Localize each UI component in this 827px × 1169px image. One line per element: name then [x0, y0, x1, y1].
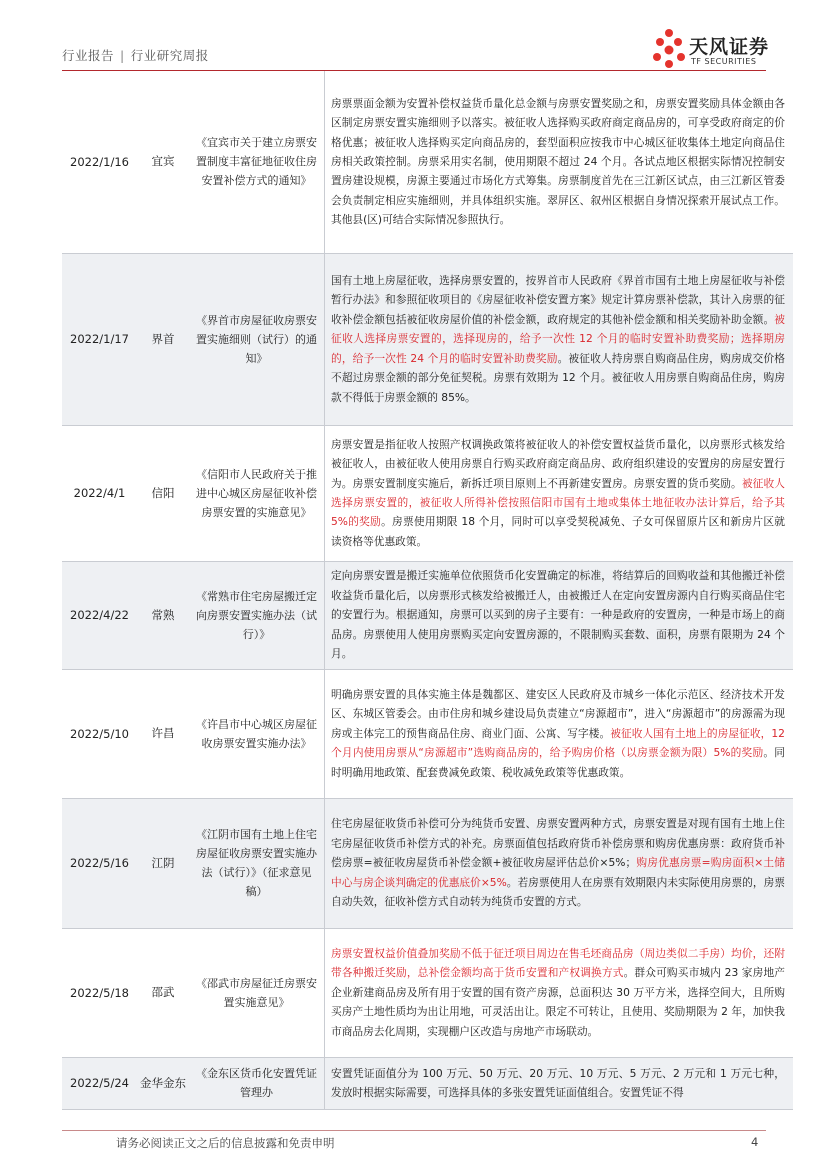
row-content	[325, 425, 794, 561]
content-highlight: 被征收人国有土地上的房屋征收，12 个月内使用房票从“房源超市”选购商品房的，给予购房价格（以房票金额为限）5%的奖励	[331, 726, 785, 760]
row-content	[325, 928, 794, 1057]
table-row	[62, 1057, 793, 1109]
logo-chinese: 天风证券	[689, 36, 770, 58]
content-text: 房票安置是指征收人按照产权调换政策将被征收人的补偿安置权益货币量化，以房票形式核发给被征收人，由被征收人使用房票自行购买政府商定商品房、政府组织建设的安置房的房屋安置行为。房票安置制度实施后，新拆迁项目原则上不再新建安置房。房票安置的货币奖励。	[331, 437, 785, 490]
logo-english: TF SECURITIES	[691, 57, 757, 66]
content-text: 。被征收人持房票自购商品住房，购房成交价格不超过房票金额的部分免征契税。房票有效期为 12 个月。被征收人用房票自购商品住房，购房款不得低于房票金额的 85%。	[331, 351, 785, 404]
row-date: 2022/5/16	[62, 798, 137, 928]
row-policy: 《邵武市房屋征迁房票安置实施意见》	[189, 928, 325, 1057]
content-text: 住宅房屋征收货币补偿可分为纯货币安置、房票安置两种方式，房票安置是对现有国有土地上住宅房屋征收货币补偿方式的补充。房票面值包括政府货币补偿房票和购房优惠房票：政府货币补偿房票=被征收房屋货币补偿金额+被征收房屋评估总价×5%；	[331, 817, 785, 870]
row-content	[325, 669, 794, 798]
row-city: 许昌	[137, 669, 189, 798]
row-policy: 《金东区货币化安置凭证管理办	[189, 1057, 325, 1109]
row-date: 2022/4/1	[62, 425, 137, 561]
report-subtype: 行业研究周报	[130, 48, 209, 63]
page-number: 4	[751, 1135, 759, 1149]
content-highlight: 被征收人选择房票安置的，被征收人所得补偿按照信阳市国有土地或集体土地征收办法计算后，给予其 5%的奖励	[331, 476, 785, 529]
content-highlight: 购房优惠房票=购房面积×土储中心与房企谈判确定的优惠底价×5%	[331, 856, 785, 889]
content-text: 明确房票安置的具体实施主体是魏都区、建安区人民政府及市城乡一体化示范区、经济技术开发区、东城区管委会。由市住房和城乡建设局负责建立“房源超市”，进入“房源超市”的房源需为现房或主体完工的预售商品住房、商业门面、公寓、写字楼。	[331, 687, 785, 740]
row-policy: 《信阳市人民政府关于推进中心城区房屋征收补偿房票安置的实施意见》	[189, 425, 325, 561]
row-content	[325, 561, 794, 669]
content-text: 。同时明确用地政策、配套费减免政策、税收减免政策等优惠政策。	[331, 746, 785, 779]
row-content	[325, 253, 794, 425]
content-highlight: 被征收人选择房票安置的，选择现房的，给予一次性 12 个月的临时安置补助费奖励；选择期房的，给予一次性 24 个月的临时安置补助费奖励	[331, 312, 785, 365]
report-header: 行业报告 | 行业研究周报	[62, 48, 209, 63]
table-row	[62, 669, 793, 798]
policy-table	[62, 71, 793, 1110]
content-text: 定向房票安置是搬迁实施单位依照货币化安置确定的标准，将结算后的回购收益和其他搬迁补偿收益货币量化后，以房票形式核发给被搬迁人，由被搬迁人在定向安置房源内自行购买商品住宅的安置行为。根据通知，房票可以买到的房子主要有：一种是政府的安置房，一种是市场上的商品房。房票使用人使用房票购买定向安置房源的，不限制购买套数、面积，房票有限期为 24 个月。	[331, 569, 785, 661]
row-content	[325, 798, 794, 928]
row-policy: 《界首市房屋征收房票安置实施细则（试行）的通知》	[189, 253, 325, 425]
row-city: 江阴	[137, 798, 189, 928]
tf-logo-icon	[651, 28, 687, 72]
row-city: 金华金东	[137, 1057, 189, 1109]
row-city: 宜宾	[137, 71, 189, 253]
row-date: 2022/1/17	[62, 253, 137, 425]
table-row	[62, 425, 793, 561]
table-row	[62, 561, 793, 669]
table-row	[62, 71, 793, 253]
content-text: 安置凭证面值分为 100 万元、50 万元、20 万元、10 万元、5 万元、2 万元和 1 万元七种，发放时根据实际需要，可选择具体的多张安置凭证面值组合。安置凭证不得	[331, 1066, 785, 1099]
row-date: 2022/4/22	[62, 561, 137, 669]
row-content	[325, 71, 794, 253]
content-text: 。群众可购买市城内 23 家房地产企业新建商品房及所有用于安置的国有资产房源，总面积达 30 万平方米，选择空间大，且所购买房产土地性质均为出让用地，可灵活出让。限定不可转让，且使用、奖励期限为 2 年，加快我市商品房去化周期，实现棚户区改造与房地产市场联动。	[331, 966, 785, 1038]
row-policy: 《江阴市国有土地上住宅房屋征收房票安置实施办法（试行）》（征求意见稿）	[189, 798, 325, 928]
tf-securities-logo	[651, 28, 771, 72]
table-row	[62, 928, 793, 1057]
row-policy: 《宜宾市关于建立房票安置制度丰富征地征收住房安置补偿方式的通知》	[189, 71, 325, 253]
row-date: 2022/5/10	[62, 669, 137, 798]
table-row	[62, 798, 793, 928]
row-date: 2022/1/16	[62, 71, 137, 253]
row-city: 信阳	[137, 425, 189, 561]
content-text: 。房票使用期限 18 个月，同时可以享受契税减免、子女可保留原片区和新房片区就读资格等优惠政策。	[331, 515, 785, 548]
content-text: 房票票面金额为安置补偿权益货币量化总金额与房票安置奖励之和，房票安置奖励具体金额由各区制定房票安置实施细则予以落实。被征收人选择购买政府商定商品房的，可享受政府商定的价格优惠；被征收人选择购买定向商品房的，套型面积应按我市中心城区征收集体土地定向商品住房相关政策控制。房票采用实名制，使用期限不超过 24 个月。各试点地区根据实际情况控制安置房建设规模，房源主要通过市场化方式筹集。房票制度首先在三江新区试点，由三江新区管委会负责制定相应实施细则，并具体组织实施。翠屏区、叙州区根据自身情况探索开展试点工作。其他县(区)可结合实际情况参照执行。	[331, 96, 785, 227]
row-policy: 《常熟市住宅房屋搬迁定向房票安置实施办法（试行）》	[189, 561, 325, 669]
report-type: 行业报告	[62, 48, 115, 63]
content-text: 。若房票使用人在房票有效期限内未实际使用房票的，房票自动失效，征收补偿方式自动转为纯货币安置的方式。	[331, 875, 785, 909]
content-text: 国有土地上房屋征收，选择房票安置的，按界首市人民政府《界首市国有土地上房屋征收与补偿暂行办法》和参照征收项目的《房屋征收补偿安置方案》规定计算房票补偿款，其计入房票的征收补偿金额包括被征收房屋价值的补偿金额，政府规定的其他补偿金额和相关奖励补助金额。	[331, 274, 785, 326]
row-date: 2022/5/24	[62, 1057, 137, 1109]
table-row	[62, 253, 793, 425]
row-date: 2022/5/18	[62, 928, 137, 1057]
footer-divider	[62, 1130, 766, 1131]
row-city: 界首	[137, 253, 189, 425]
row-content	[325, 1057, 794, 1109]
row-policy: 《许昌市中心城区房屋征收房票安置实施办法》	[189, 669, 325, 798]
row-city: 邵武	[137, 928, 189, 1057]
footer-disclaimer: 请务必阅读正文之后的信息披露和免责申明	[116, 1136, 335, 1150]
row-city: 常熟	[137, 561, 189, 669]
content-highlight: 房票安置权益价值叠加奖励不低于征迁项目周边在售毛坯商品房（周边类似二手房）均价，还附带各种搬迁奖励，总补偿金额均高于货币安置和产权调换方式	[331, 946, 785, 980]
